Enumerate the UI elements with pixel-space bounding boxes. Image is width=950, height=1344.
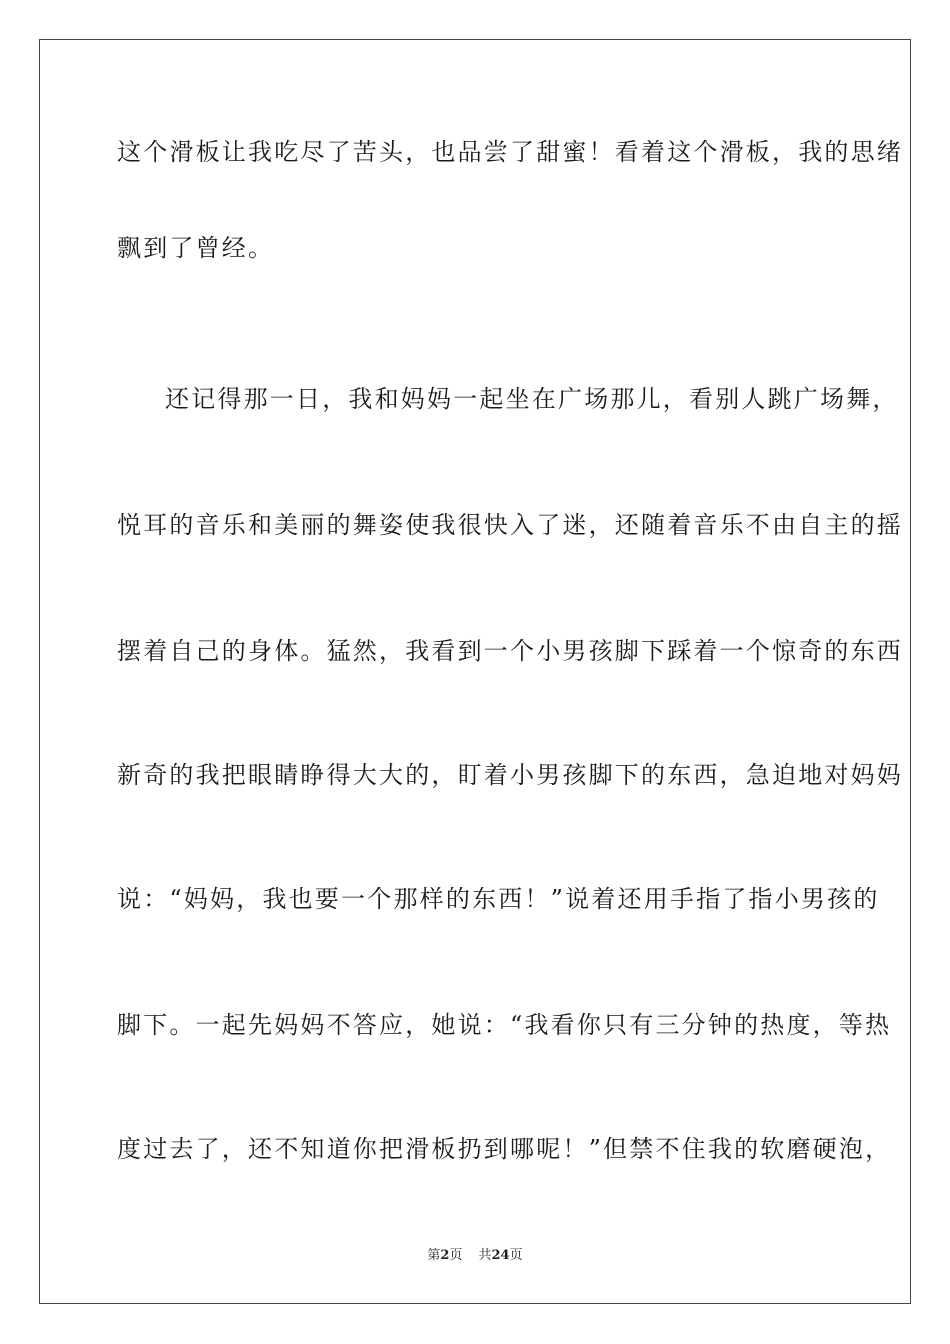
page-suffix: 页 xyxy=(449,1248,463,1263)
paragraph-start-line: 还记得那一日，我和妈妈一起坐在广场那儿，看别人跳广场舞， xyxy=(165,385,899,413)
page-footer xyxy=(0,1247,950,1265)
text-line-4: 悦耳的音乐和美丽的舞姿使我很快入了迷，还随着音乐不由自主的摇 xyxy=(117,511,903,539)
text-line-6: 新奇的我把眼睛睁得大大的，盯着小男孩脚下的东西，急迫地对妈妈 xyxy=(117,761,903,789)
total-pages: 24 xyxy=(491,1248,510,1263)
page-number: 2 xyxy=(440,1248,450,1263)
text-line-1: 这个滑板让我吃尽了苦头，也品尝了甜蜜！看着这个滑板，我的思绪 xyxy=(117,138,903,166)
text-line-2: 飘到了曾经。 xyxy=(117,234,275,262)
text-line-7: 说：“妈妈，我也要一个那样的东西！”说着还用手指了指小男孩的 xyxy=(117,885,880,913)
total-suffix: 页 xyxy=(509,1248,523,1263)
text-line-5: 摆着自己的身体。猛然，我看到一个小男孩脚下踩着一个惊奇的东西 xyxy=(117,637,903,665)
page-border xyxy=(39,39,911,1304)
text-line-9: 度过去了，还不知道你把滑板扔到哪呢！”但禁不住我的软磨硬泡， xyxy=(117,1135,892,1163)
total-prefix: 共 xyxy=(478,1248,492,1263)
page-prefix: 第 xyxy=(427,1248,441,1263)
text-line-8: 脚下。一起先妈妈不答应，她说：“我看你只有三分钟的热度，等热 xyxy=(117,1011,892,1039)
